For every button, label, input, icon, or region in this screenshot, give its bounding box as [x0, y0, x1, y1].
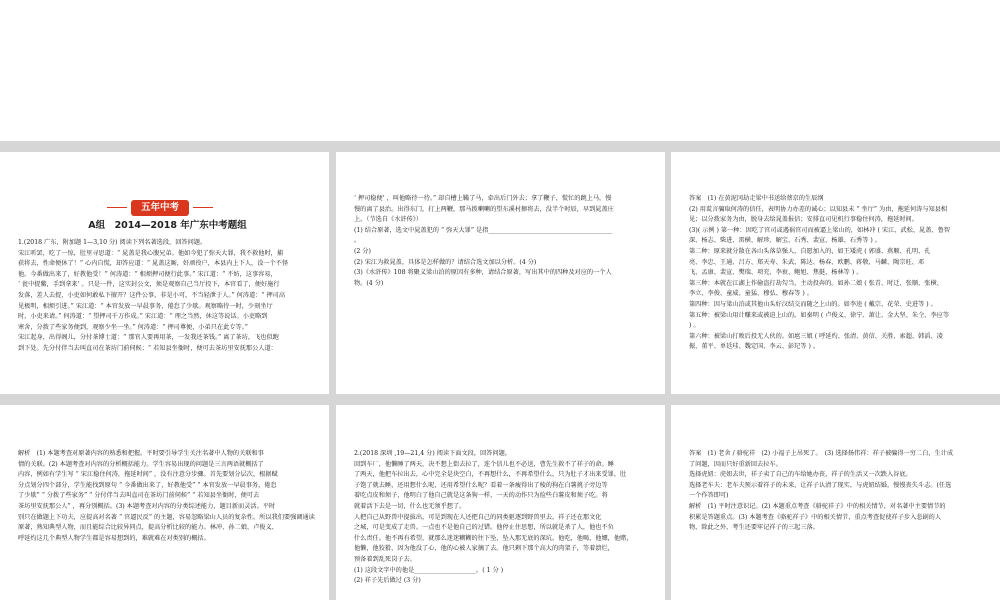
- text-line: 了两天，他把车拉出去，心中完全是块空白，不再想什么，不再希望什么，只为肚子才出来受罪，肚: [354, 471, 627, 479]
- text-line: 宋江听罢，吃了一惊，肚里寻思道：“ 晁盖是我心腹兄弟。他如今犯了弥天大罪，我不救他时，捕: [18, 249, 284, 257]
- text-line: ‘ 瓮中捉鳖，手到拿来’ 。只是一件，这实封公文，须是观察自己当厅投下，本官看了，便好施行: [18, 281, 280, 289]
- text-line: 分点划分四个部分，学生能找到原句 “ 今番做出来了，好教他受” “ 本官发放一早晨事务，倦怠: [18, 481, 277, 489]
- text-line: 到下处。先分付伴当去叫直司在茶坊门前伺候；“ 若知县坐衙时，便可去茶坊里安抚那公人道：: [18, 344, 277, 352]
- text-line: 就着活下去是一切，什么也无须乎想了。: [354, 502, 466, 510]
- text-line: 了少歇” “ 分拨了些家务” “ 分付伴当去叫直司在茶坊门前伺候” “ 若知县坐衙时，便可去: [18, 492, 260, 500]
- text-line: 见；以分拨家务为由，脱身去给晁盖报信；安排直司见机行事稳住何涛，拖延时间。: [689, 216, 918, 224]
- text-line: (2) 宋江为救晁盖，具体是怎样做的？请结合选文加以分析。(4 分): [354, 258, 537, 266]
- text-line: 一个作答即可): [689, 492, 729, 500]
- text-line: 解析 (1) 平时注意识记。(2) 本题重点考查《骆驼祥子》中的相关情节，对名著中主要情节的: [689, 502, 946, 510]
- text-line: 飞、孟康、裴宣、樊瑞、项充、李衮、鲍旭、焦挺、杨林等 ) 。: [689, 269, 863, 277]
- text-line: 积累是答题重点。(3) 本题考查《骆驼祥子》中的相关情节，重点考查促使祥子步入悲剧的人: [689, 513, 942, 521]
- text-line: 答案 (1) 老舍 / 骆驼祥 (2) 小福子上吊死了。 (3) 选择扬伟祥：祥子被骗得一穷二白，生计成: [689, 450, 954, 457]
- text-line: 茶坊里安抚那公人” ，再分别概括。(3) 本题考查对内容的分类综述能力，题目新而灵活。平时: [18, 502, 276, 510]
- text-line: 见极明，相烦引进。” 宋江道：“ 本官发放一早晨事务，倦怠了少歇。观察略待一时，少刻坐厅: [18, 302, 273, 310]
- text-line: (2) 祥子先后做过 (3 分): [354, 577, 421, 585]
- text-line: 上。（节选自《水浒传》）: [354, 216, 423, 224]
- text-line: 第四种：因与梁山泊或其他山头好汉结交而随之上山的。如李逵 ( 戴宗、花荣、史进等 ) 。: [689, 300, 937, 308]
- page-text: [18, 238, 317, 355]
- text-line: 之城，可是变成了走兽。一点也不是他自己的过错。他停止住思想，所以就是杀了人，他也不负: [354, 524, 614, 532]
- text-line: 深、杨志、柴进、雷横、解珍、解宝、石秀、裴宣、杨雄、石秀等 ) 。: [689, 237, 881, 245]
- page-text: [18, 449, 317, 544]
- text-line: 着吃点皮和须子，他明白了他自己就是这条狗一样，一天的动作只为捡些白薯皮和须子吃。将: [354, 492, 608, 500]
- text-line: 1.(2018 广东，附加题 1—3,10 分) 阅读下列名著选段，回答问题。: [18, 239, 207, 246]
- text-line: 慢的离了县治。出得东门，打上两鞭，那马拨喇喇的望东溪村撺将去，没半个时辰，早到晁盖庄: [354, 205, 614, 213]
- page-text: [689, 194, 990, 353]
- text-line: 2.(2018 深圳 ,19—21,4 分) 阅读下面文段，回答问题。: [354, 450, 511, 457]
- section-banner: 五年中考: [131, 200, 189, 216]
- text-line: 第五种：被梁山用计赚来或被迫上山的。如秦明 ( 卢俊义、徐宁、萧让、金大坚、朱仝、李应等: [689, 311, 950, 319]
- text-line: 时，小吏来请。” 何涛道：“ 望押司千万作成。” 宋江道：“ 理之当然，休这等说话。小吏略到: [18, 313, 268, 321]
- text-line: 选择虎妞：虎妞去世，祥子卖了自己的车给她办丧，祥子的生活又一次跌入谷底。: [689, 471, 912, 479]
- text-line: 原著，熟知典型人物，而且能综合比较异同点，提高分析比较的能力。林冲、孙二娘、卢俊义、: [18, 524, 278, 532]
- text-line: (3)《水浒传》108 将聚义梁山泊的原因有多种，请结合原著，写出其中的四种及对应的一个人: [354, 269, 612, 277]
- text-line: 呼延灼这几个典型人物学生都是容易想到的，难就难在对类别的概括。: [18, 534, 210, 542]
- text-line: (2 分): [354, 247, 371, 255]
- text-line: ) 。: [689, 322, 700, 330]
- text-line: 。: [354, 237, 361, 245]
- text-line: 别只在做题上下功夫，应提高对名著 “ 官逼民反” 的主题，容易忽略梁山人员的复杂性。所以我们要强调通读: [18, 513, 315, 521]
- text-line: 预备着到乱死岗子去。: [354, 555, 416, 563]
- text-line: 振、董平、单廷珪、魏定国、李云、彭玘等 ) 。: [689, 343, 820, 351]
- text-line: (3)( 示例 ) 第一种：因吃了官司或遇祸官司而被逼上梁山的，如林冲 ( 宋江、武松、晁盖、鲁智: [689, 226, 950, 234]
- page-text: [354, 194, 651, 289]
- text-line: 第三种：本就在江湖上作偷盗打劫勾当，主动投奔的。如孙二娘 ( 张青、时迁、张顺、张横、: [689, 279, 943, 287]
- document-page-2: [336, 152, 665, 394]
- text-line: 亮、李忠、王通、吕方、郑天寿、朱武、陈达、杨春、欧鹏、蒋敬、马麟、陶宗旺、邓: [689, 258, 925, 266]
- text-line: 寒舍，分拨了些家务便到，观察少坐一坐。” 何涛道：“ 押司尊便，小弟只在此专等。”: [18, 323, 248, 331]
- document-page-3: [671, 152, 1000, 394]
- document-page-4: [0, 405, 329, 600]
- text-line: 选择老车夫：老车夫预示着祥子的未来，让祥子认清了现实，与虎妞结婚，慢慢丧失斗志。(任选: [689, 481, 952, 489]
- text-line: 物。(4 分): [354, 279, 384, 287]
- text-line: 第二种：原来就分散在各山头落草强人，自愿加入的，如王矮虎 ( 郭盛、燕顺、孔明、孔: [689, 247, 931, 255]
- page-text: [354, 449, 651, 587]
- text-line: 解析 (1) 本题考查对原著内容的熟悉和把握。平时要引导学生关注名著中人物的关联和事: [18, 450, 264, 457]
- text-line: ‘ 押司稳便’ ，叫他略待一待。” 却自槽上鞴了马，牵出后门外去；拿了鞭子，慌忙的跳上马，慢: [354, 195, 612, 202]
- document-page-1: [0, 152, 329, 394]
- section-title: A组 2014—2018 年广东中考题组: [88, 220, 247, 231]
- text-line: 获将去，性命便休了！” 心内自慌，却答应道：“ 晁盖这厮，奸顽役户，本县内上下人，没一个不怪: [18, 260, 289, 268]
- text-line: 什么责任。他不再有希望，就那么迷迷糊糊的往下坠，坠入那无底的深坑。他吃，他喝，他嫖，他赌，: [354, 534, 633, 542]
- text-line: 人把自己从野兽中提拔出，可是到现在人还把自己的同类驱逐到野兽里去。祥子还在那文化: [354, 513, 602, 521]
- text-line: 了问题，因而只好重新回去拉车。: [689, 460, 782, 468]
- document-page-6: [671, 405, 1000, 600]
- text-line: 回到车厂，他懒睡了两天，决不想上街去拉了，连个信儿也不必送，曹先生救不了祥子的命。睡: [354, 460, 614, 468]
- text-line: (1) 结合原著，选文中晁盖犯的 “ 弥天大罪” 是指________________________________________: [354, 226, 613, 234]
- document-page-5: [336, 405, 665, 600]
- text-line: 内容，例如有学生写 “ 宋江稳住何涛，拖延时间” ，没有注意分步骤。首先要划分层次，根据赋: [18, 471, 278, 479]
- text-line: 情的关联。(2) 本题考查对内容的分析概括能力。学生容易出现的问题是三言两语就概括了: [18, 460, 264, 468]
- text-line: (2) 用谎言骗取何涛的信任，表明协力办差的诚心；以知县未 “ 坐厅” 为由，拖延何涛与知县相: [689, 205, 948, 213]
- text-line: 子饱了就去睡，还用想什么呢，还用希望什么呢？看着一条瘦得出了棱的狗在白薯挑子旁边等: [354, 481, 608, 489]
- text-line: 他。今番做出来了，好教他受！” 何涛道：“ 相烦押司便行此事。” 宋江道：“ 不妨，这事容易，: [18, 270, 277, 278]
- text-line: 宋江起身，出得阁儿，分付茶博士道：“ 那官人要再用茶，一发我还茶钱。” 离了茶坊，飞也似跑: [18, 334, 279, 342]
- text-line: 他懒，他狡猾，因为他没了心，他的心被人家摘了去。他只剩下那个高大的肉架子，等着溃烂，: [354, 545, 614, 553]
- text-line: 物，除此之外，考生还要牢记祥子的三起三落。: [689, 524, 819, 532]
- page-text: [689, 449, 990, 534]
- text-line: (1) 这段文字中的他是____________________。( 1 分 ): [354, 566, 504, 574]
- text-line: 李立、李俊、童威、童猛、穆弘、穆春等 ) 。: [689, 290, 813, 298]
- text-line: 第六种：被梁山打败后投无人伙的。如扈三娘 ( 呼延灼、张清、黄信、关胜、索超、韩滔、凌: [689, 332, 943, 340]
- text-line: 发落，差人去捉，小吏如何敢私下擅开？这件公事，非是小可，不当轻泄于人。” 何涛道：“ 押司高: [18, 291, 286, 299]
- text-line: 答案 (1) 在黄泥冈劫走梁中书送给蔡京的生辰纲: [689, 195, 824, 202]
